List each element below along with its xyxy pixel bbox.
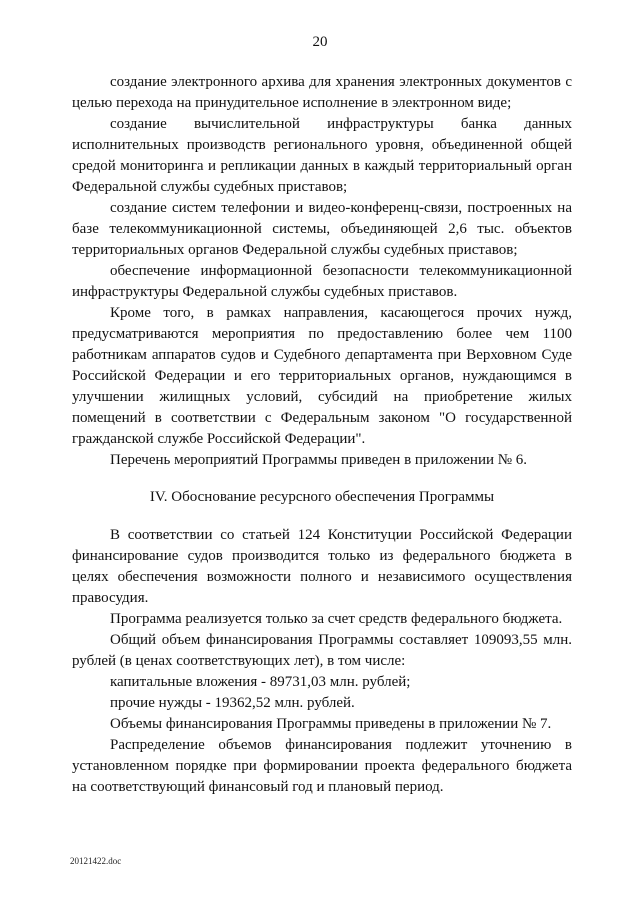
paragraph-other-needs: прочие нужды - 19362,52 млн. рублей. [110,695,355,711]
paragraph-total-financing: Общий объем финансирования Программы составляет 109093,55 млн. рублей (в ценах соответствующих лет), в том числе: [72,632,572,669]
section-heading: IV. Обоснование ресурсного обеспечения Программы [149,489,495,505]
paragraph-list-of-measures: Перечень мероприятий Программы приведен в приложении № 6. [110,452,528,468]
paragraph-financing-appendix: Объемы финансирования Программы приведены в приложении № 7. [110,716,552,732]
page-number: 20 [312,34,328,50]
paragraph-telephony-systems: создание систем телефонии и видео-конференц-связи, построенных на базе телекоммуникационной системы, объединяющей 2,6 тыс. объектов территориальных органов Федеральной службы судебных приставов; [72,200,572,258]
paragraph-electronic-archive: создание электронного архива для хранения электронных документов с целью перехода на принудительное исполнение в электронном виде; [72,74,572,111]
paragraph-computing-infrastructure: создание вычислительной инфраструктуры банка данных исполнительных производств регионального уровня, объединенной общей средой мониторинга и репликации данных в каждый территориальный орган Федеральной службы судебных приставов; [72,116,572,195]
paragraph-federal-budget-only: Программа реализуется только за счет средств федерального бюджета. [110,611,563,627]
paragraph-housing-subsidies: Кроме того, в рамках направления, касающегося прочих нужд, предусматриваются мероприятия по предоставлению более чем 1100 работникам аппаратов судов и Судебного департамента при Верховном Суде Российской Федерации и его территориальных органов, нуждающимся в улучшении жилищных условий, субсидий на приобретение жилых помещений в соответствии с Федеральным законом "О государственной гражданской службе Российской Федерации". [72,305,572,447]
paragraph-constitution-article: В соответствии со статьей 124 Конституции Российской Федерации финансирование судов производится только из федерального бюджета в целях обеспечения возможности полного и независимого осуществления правосудия. [72,527,572,606]
footer-filename: 20121422.doc [70,856,122,866]
document-body [72,72,572,798]
paragraph-information-security: обеспечение информационной безопасности телекоммуникационной инфраструктуры Федеральной службы судебных приставов. [72,263,572,300]
paragraph-capital-investments: капитальные вложения - 89731,03 млн. рублей; [110,674,411,690]
paragraph-distribution-of-financing: Распределение объемов финансирования подлежит уточнению в установленном порядке при формировании проекта федерального бюджета на соответствующий финансовый год и плановый период. [72,737,572,795]
